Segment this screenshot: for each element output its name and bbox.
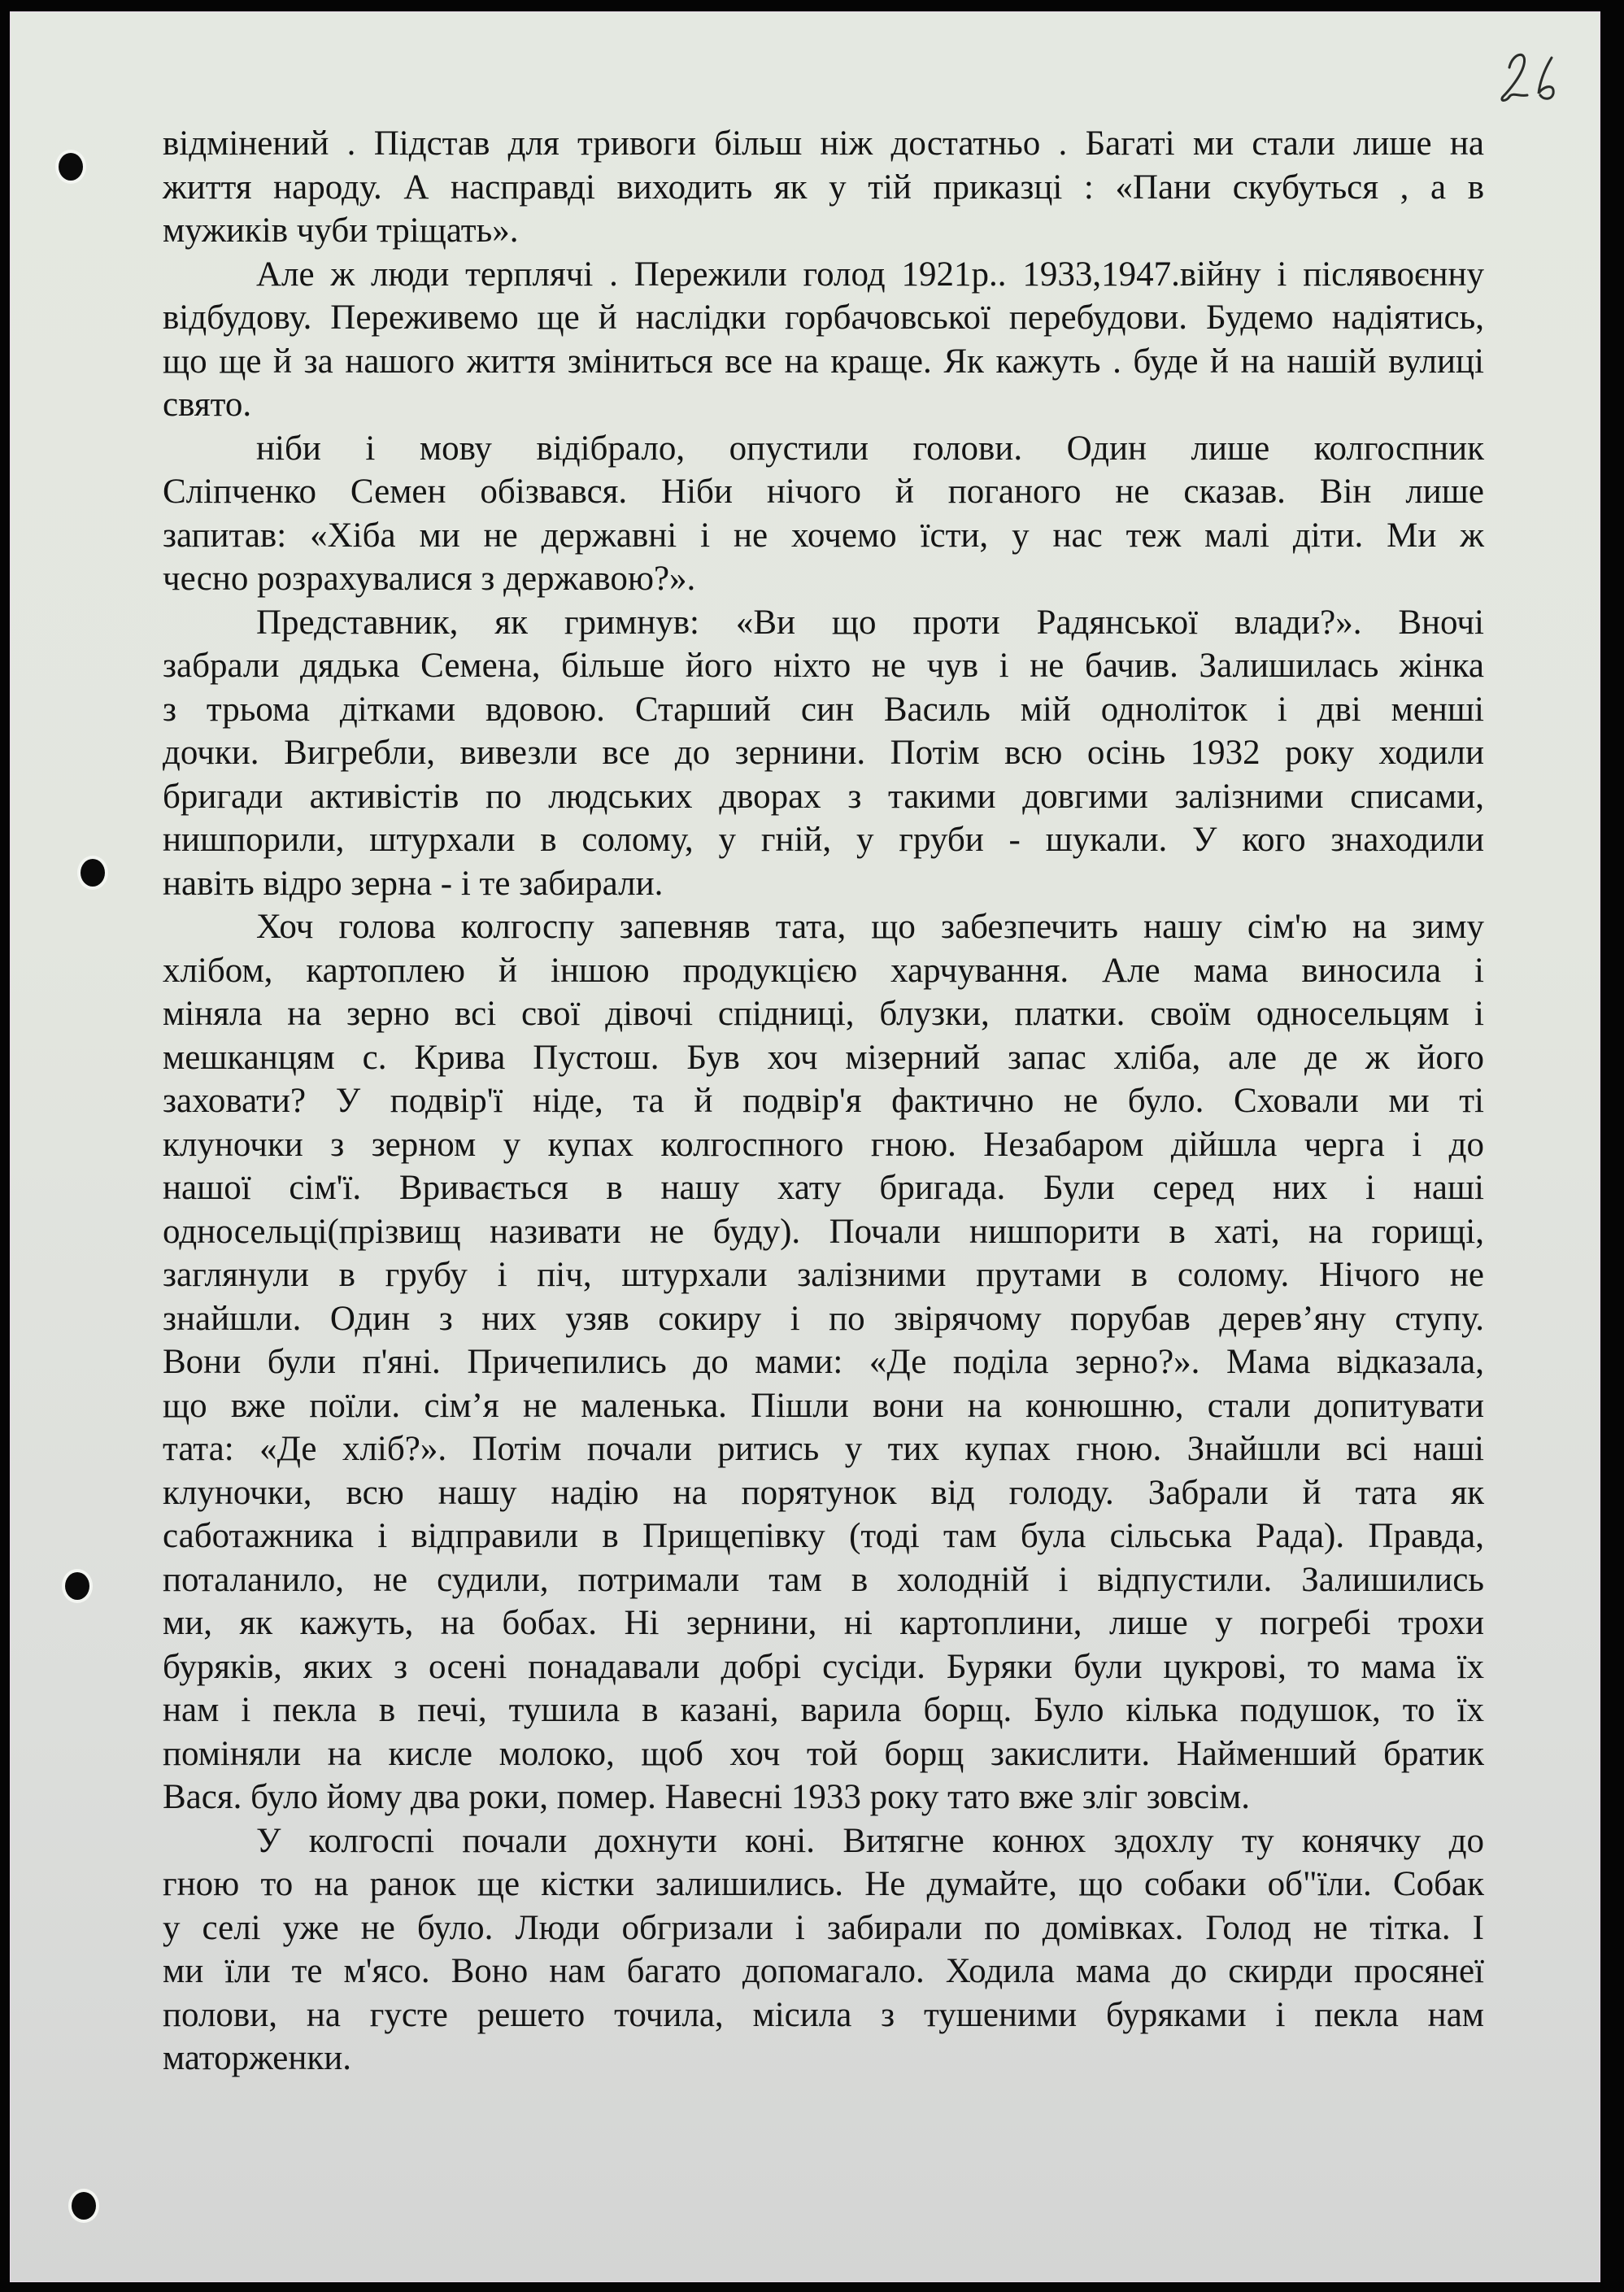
- text-line: дочки. Вигребли, вивезли все до зернини. Потім всю осінь 1932 року ходили: [163, 734, 1484, 772]
- text-line: тата: «Де хліб?». Потім почали ритись у тих купах гною. Знайшли всі наші: [163, 1430, 1484, 1468]
- text-line: ніби і мову відібрало, опустили голови. Один лише колгоспник: [256, 429, 1484, 468]
- document-body: [163, 122, 1484, 2081]
- paragraph: [163, 601, 1484, 906]
- text-line: односельці(прізвищ називати не буду). Почали нишпорити в хаті, на горищі,: [163, 1212, 1484, 1251]
- text-line: запитав: «Хіба ми не державні і не хочемо їсти, у нас теж малі діти. Ми ж: [163, 516, 1484, 555]
- text-line: що ще й за нашого життя зміниться все на краще. Як кажуть . буде й на нашій вулиці: [163, 342, 1484, 381]
- text-line: бригади активістів по людських дворах з такими довгими залізними списами,: [163, 777, 1484, 816]
- text-line: життя народу. А насправді виходить як у тій приказці : «Пани скубуться , а в: [163, 168, 1484, 207]
- text-line: відбудову. Переживемо ще й наслідки горбачовської перебудови. Будемо надіятись,: [163, 298, 1484, 337]
- text-line: хлібом, картоплею й іншою продукцією харчування. Але мама виносила і: [163, 951, 1484, 990]
- text-line: ми їли те м'ясо. Воно нам багато допомагало. Ходила мама до скирди просянеї: [163, 1952, 1484, 1990]
- text-line: саботажника і відправили в Прищепівку (тоді там була сільська Рада). Правда,: [163, 1517, 1484, 1555]
- text-line: У колгоспі почали дохнути коні. Витягне конюх здохлу ту конячку до: [256, 1821, 1484, 1860]
- punch-hole: [72, 2192, 96, 2220]
- text-line: свято.: [163, 386, 252, 424]
- text-line: відмінений . Підстав для тривоги більш ніж достатньо . Багаті ми стали лише на: [163, 124, 1484, 163]
- text-line: Сліпченко Семен обізвався. Ніби нічого й поганого не сказав. Він лише: [163, 473, 1484, 511]
- text-line: поміняли на кисле молоко, щоб хоч той борщ закислити. Найменший братик: [163, 1734, 1484, 1773]
- text-line: заховати? У подвір'ї ніде, та й подвір'я фактично не було. Сховали ми ті: [163, 1082, 1484, 1120]
- paragraph: [163, 427, 1484, 601]
- text-line: нашої сім'ї. Вривається в нашу хату бригада. Були серед них і наші: [163, 1169, 1484, 1207]
- paragraph: [163, 253, 1484, 427]
- text-line: що вже поїли. сім’я не маленька. Пішли вони на конюшню, стали допитувати: [163, 1386, 1484, 1425]
- text-line: Представник, як гримнув: «Ви що проти Радянської влади?». Вночі: [256, 603, 1484, 642]
- text-line: маторженки.: [163, 2039, 352, 2077]
- punch-hole: [65, 1572, 89, 1600]
- text-line: Хоч голова колгоспу запевняв тата, що забезпечить нашу сім'ю на зиму: [256, 908, 1484, 946]
- text-line: мешканцям с. Крива Пустош. Був хоч мізерний запас хліба, але де ж його: [163, 1038, 1484, 1077]
- paragraph: [163, 1819, 1484, 2081]
- text-line: Вася. було йому два роки, помер. Навесні 1933 року тато вже зліг зовсім.: [163, 1778, 1250, 1816]
- text-line: з трьома дітками вдовою. Старший син Василь мій одноліток і дві менші: [163, 690, 1484, 729]
- text-line: Вони були п'яні. Причепились до мами: «Де поділа зерно?». Мама відказала,: [163, 1343, 1484, 1381]
- text-line: нам і пекла в печі, тушила в казані, варила борщ. Було кілька подушок, то їх: [163, 1691, 1484, 1729]
- text-line: забрали дядька Семена, більше його ніхто не чув і не бачив. Залишилась жінка: [163, 647, 1484, 685]
- text-line: заглянули в грубу і піч, штурхали залізними прутами в солому. Нічого не: [163, 1256, 1484, 1294]
- text-line: ми, як кажуть, на бобах. Ні зернини, ні картоплини, лише у погребі трохи: [163, 1604, 1484, 1642]
- text-line: поталанило, не судили, потримали там в холодній і відпустили. Залишились: [163, 1560, 1484, 1599]
- text-line: Але ж люди терплячі . Пережили голод 1921р.. 1933,1947.війну і післявоєнну: [256, 255, 1484, 294]
- punch-hole: [59, 153, 83, 181]
- handwritten-page-number: [1495, 43, 1568, 108]
- text-line: мужиків чуби тріщать».: [163, 211, 519, 250]
- text-line: буряків, яких з осені понадавали добрі сусіди. Буряки були цукрові, то мама їх: [163, 1647, 1484, 1686]
- paragraph: [163, 905, 1484, 1819]
- text-line: клуночки з зерном у купах колгоспного гною. Незабаром дійшла черга і до: [163, 1125, 1484, 1164]
- text-line: чесно розрахувалися з державою?».: [163, 560, 696, 598]
- text-line: нишпорили, штурхали в солому, у гній, у груби - шукали. У кого знаходили: [163, 821, 1484, 859]
- text-line: знайшли. Один з них узяв сокиру і по звірячому порубав дерев’яну ступу.: [163, 1299, 1484, 1338]
- paragraph: [163, 122, 1484, 253]
- punch-hole: [81, 859, 105, 887]
- text-line: міняла на зерно всі свої дівочі спідниці, блузки, платки. своїм односельцям і: [163, 995, 1484, 1033]
- text-line: навіть відро зерна - і те забирали.: [163, 864, 664, 903]
- text-line: полови, на густе решето точила, місила з тушеними буряками і пекла нам: [163, 1995, 1484, 2034]
- text-line: гною то на ранок ще кістки залишились. Не думайте, що собаки об"їли. Собак: [163, 1865, 1484, 1903]
- text-line: у селі уже не було. Люди обгризали і забирали по домівках. Голод не тітка. І: [163, 1908, 1484, 1947]
- text-line: клуночки, всю нашу надію на порятунок від голоду. Забрали й тата як: [163, 1473, 1484, 1512]
